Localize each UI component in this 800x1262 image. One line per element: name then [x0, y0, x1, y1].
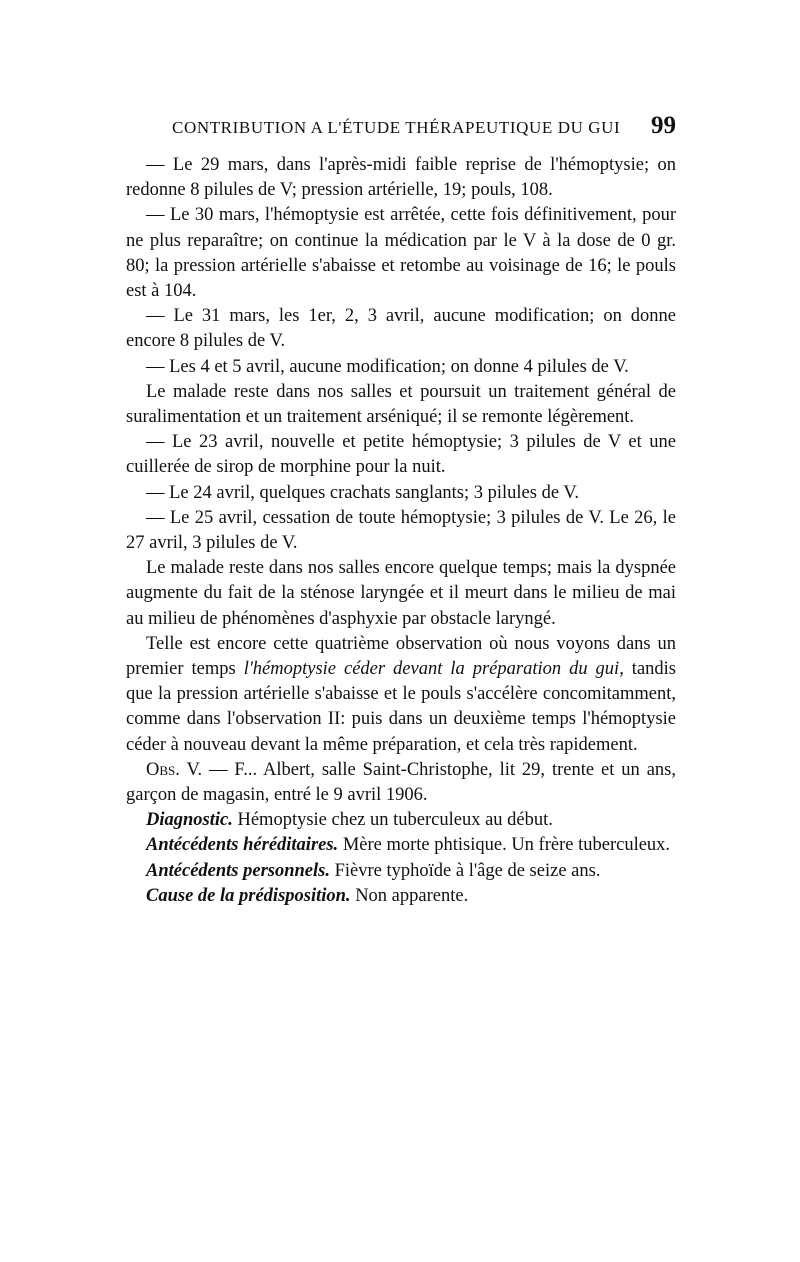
paragraph: — Le 25 avril, cessation de toute hémoptysie; 3 pilules de V. Le 26, le 27 avril, 3 pilules de V. — [126, 507, 676, 554]
personal-history-paragraph — [126, 859, 676, 884]
observation-text: — F... Albert, salle Saint-Christophe, lit 29, trente et un ans, garçon de magasin, entré le 9 avril 1906. — [126, 759, 676, 806]
hereditary-history-text: Mère morte phtisique. Un frère tuberculeux. — [338, 835, 671, 856]
paragraph: Le malade reste dans nos salles et poursuit un traitement général de suralimentation et un traitement arséniqué; il se remonte légèrement. — [126, 381, 676, 428]
predisposition-text: Non apparente. — [350, 885, 469, 906]
paragraph-emphasis: l'hémoptysie céder devant la préparation du gui — [243, 659, 620, 680]
observation-heading — [126, 758, 676, 808]
personal-history-label: Antécédents personnels. — [146, 860, 330, 881]
page-header — [128, 112, 676, 142]
diagnostic-label: Diagnostic. — [146, 810, 233, 831]
diagnostic-paragraph — [126, 808, 676, 833]
observation-label: Obs. V. — [146, 759, 203, 780]
paragraph: — Le 23 avril, nouvelle et petite hémoptysie; 3 pilules de V et une cuillerée de sirop de morphine pour la nuit. — [126, 432, 676, 478]
page-number: 99 — [651, 112, 676, 139]
paragraph: — Le 29 mars, dans l'après-midi faible reprise de l'hémoptysie; on redonne 8 pilules de V; pression artérielle, 19; pouls, 108. — [126, 155, 676, 201]
predisposition-label: Cause de la prédisposition. — [146, 885, 351, 906]
paragraph: — Le 24 avril, quelques crachats sanglants; 3 pilules de V. — [146, 482, 579, 503]
predisposition-paragraph — [126, 884, 676, 909]
paragraph: — Le 30 mars, l'hémoptysie est arrêtée, cette fois définitivement, pour ne plus reparaître; on continue la médication par le V à la dose de 0 gr. 80; la pression artérielle s'abaisse et retombe au voisinage de 16; le pouls est à 104. — [126, 205, 676, 302]
body-text — [126, 153, 676, 909]
paragraph: — Les 4 et 5 avril, aucune modification; on donne 4 pilules de V. — [146, 356, 629, 377]
paragraph-text: Telle est encore cette quatrième observation où nous voyons dans un premier temps — [126, 633, 676, 680]
hereditary-history-paragraph — [126, 833, 676, 858]
hereditary-history-label: Antécédents héréditaires. — [146, 835, 339, 856]
paragraph-text: , tandis que la pression artérielle s'abaisse et le pouls s'accélère concomitamment, comme dans l'observation II: puis dans un deuxième temps l'hémoptysie céder à nouveau devant la même préparation, et cela très rapidement. — [126, 659, 676, 755]
paragraph-conclusion — [126, 632, 676, 758]
personal-history-text: Fièvre typhoïde à l'âge de seize ans. — [329, 860, 601, 881]
running-title: CONTRIBUTION A L'ÉTUDE THÉRAPEUTIQUE DU GUI — [172, 118, 621, 137]
paragraph: Le malade reste dans nos salles encore quelque temps; mais la dyspnée augmente du fait de la sténose laryngée et il meurt dans le milieu de mai au milieu de phénomènes d'asphyxie par obstacle laryngé. — [126, 558, 676, 629]
diagnostic-text: Hémoptysie chez un tuberculeux au début. — [232, 810, 553, 831]
paragraph: — Le 31 mars, les 1er, 2, 3 avril, aucune modification; on donne encore 8 pilules de V. — [126, 306, 676, 352]
